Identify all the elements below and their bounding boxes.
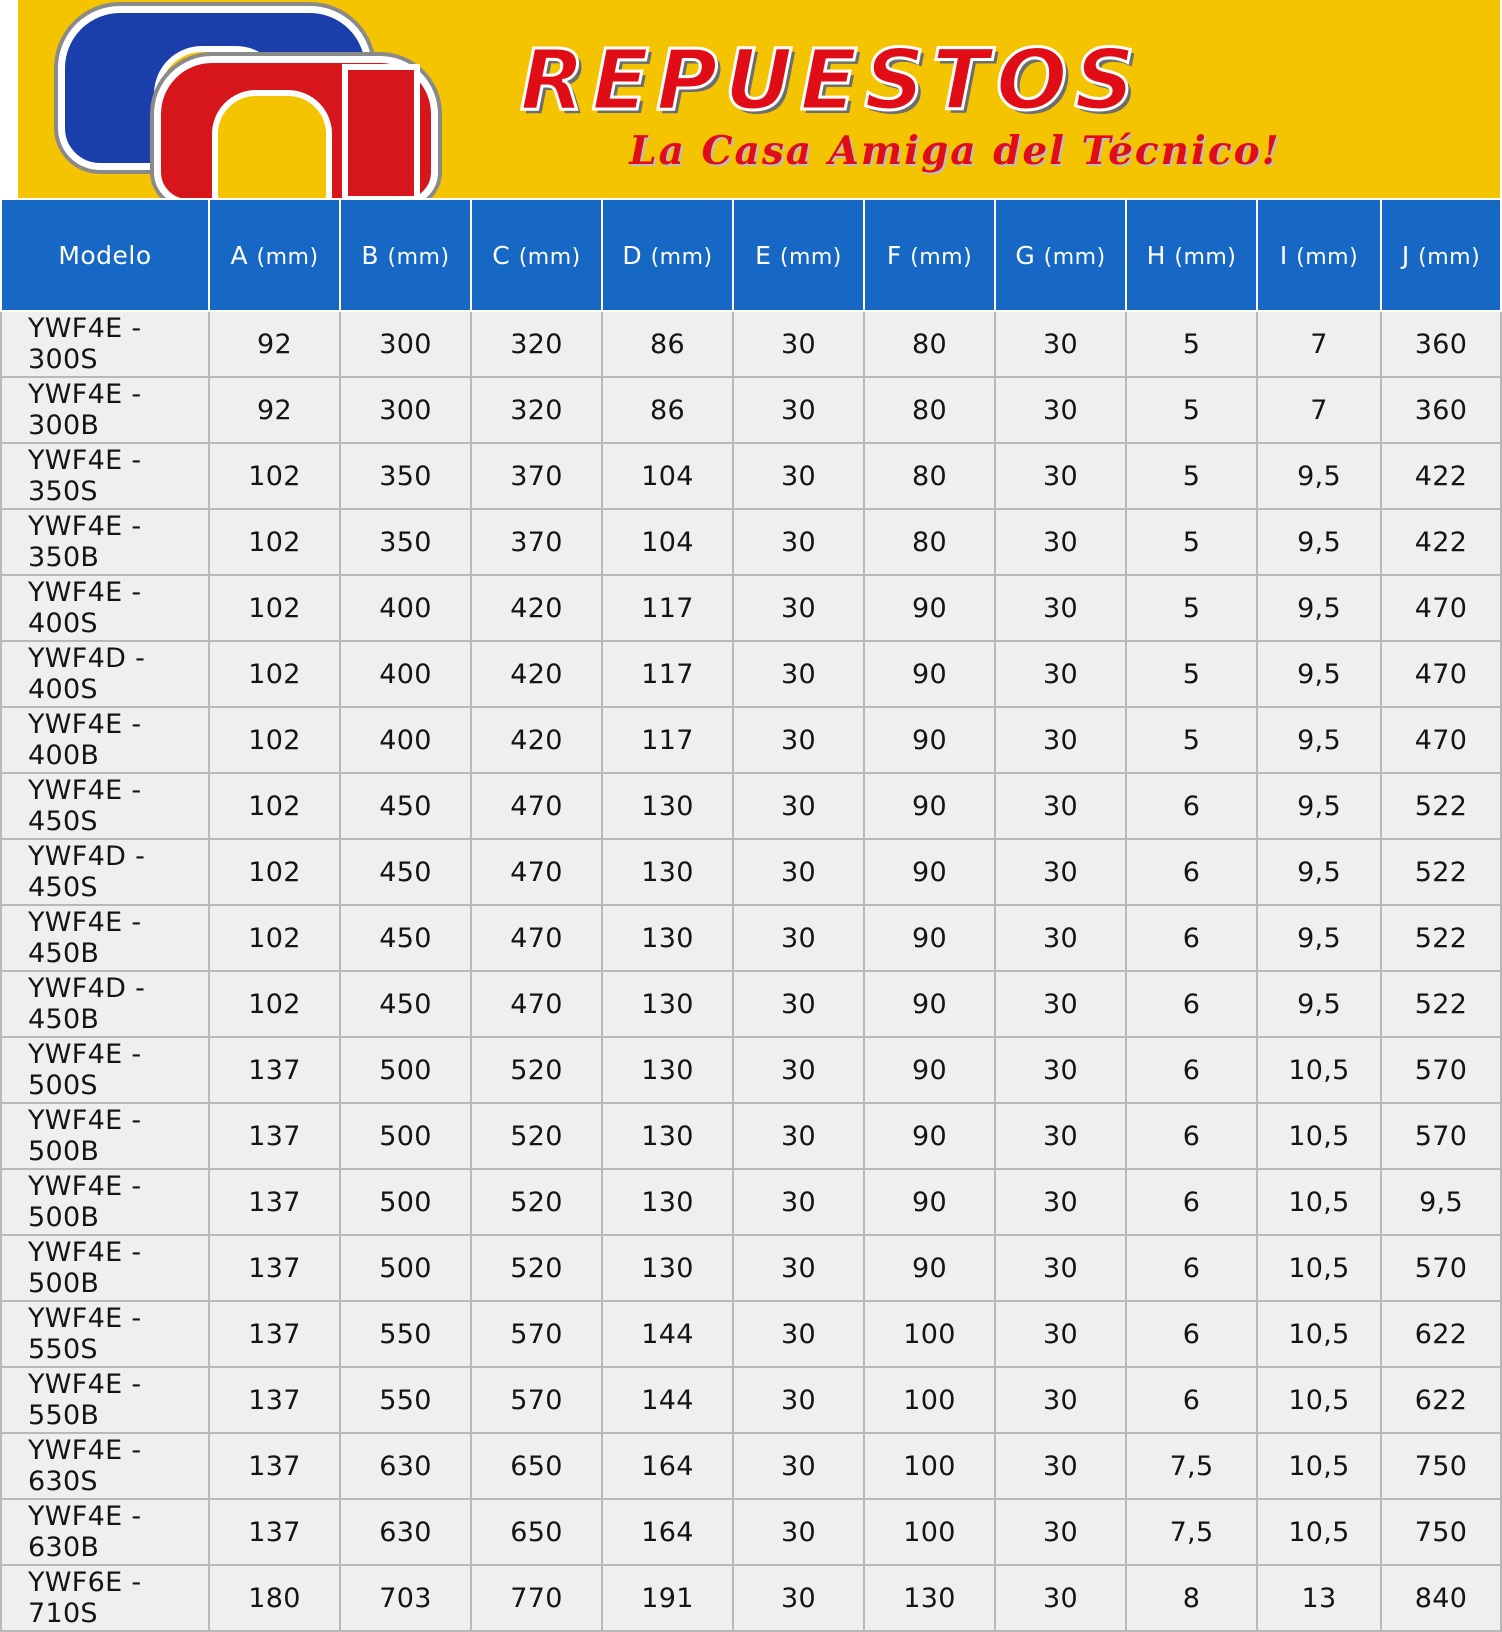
cell-c: 320 <box>471 311 602 377</box>
cell-j: 570 <box>1381 1037 1501 1103</box>
cell-c: 420 <box>471 707 602 773</box>
column-header-label: Modelo <box>58 240 152 270</box>
cell-i: 10,5 <box>1257 1169 1381 1235</box>
logo-letter-a-icon <box>154 56 454 198</box>
cell-h: 6 <box>1126 1367 1257 1433</box>
table-row <box>1 1565 1501 1631</box>
table-header-row <box>1 199 1501 311</box>
cell-c: 770 <box>471 1565 602 1631</box>
cell-b: 450 <box>340 773 471 839</box>
cell-a: 137 <box>209 1037 340 1103</box>
brand-name: REPUESTOS <box>520 31 1142 129</box>
cell-a: 137 <box>209 1367 340 1433</box>
cell-c: 470 <box>471 773 602 839</box>
cell-i: 9,5 <box>1257 839 1381 905</box>
cell-c: 520 <box>471 1037 602 1103</box>
cell-i: 9,5 <box>1257 707 1381 773</box>
cell-d: 86 <box>602 311 733 377</box>
header-banner <box>0 0 1500 198</box>
cell-g: 30 <box>995 641 1126 707</box>
cell-d: 130 <box>602 839 733 905</box>
cell-i: 10,5 <box>1257 1433 1381 1499</box>
cell-g: 30 <box>995 1433 1126 1499</box>
cell-e: 30 <box>733 509 864 575</box>
cell-f: 90 <box>864 1037 995 1103</box>
column-header-h <box>1126 199 1257 311</box>
cell-i: 9,5 <box>1257 509 1381 575</box>
column-header-unit: (mm) <box>1043 244 1106 270</box>
table-row <box>1 1103 1501 1169</box>
cell-i: 9,5 <box>1257 971 1381 1037</box>
cell-i: 7 <box>1257 311 1381 377</box>
cell-i: 7 <box>1257 377 1381 443</box>
cell-model: YWF4E - 350B <box>1 509 209 575</box>
cell-f: 90 <box>864 1169 995 1235</box>
cell-model: YWF4D - 400S <box>1 641 209 707</box>
cell-d: 117 <box>602 575 733 641</box>
cell-h: 6 <box>1126 1169 1257 1235</box>
cell-model: YWF4E - 300B <box>1 377 209 443</box>
cell-j: 522 <box>1381 905 1501 971</box>
cell-j: 570 <box>1381 1235 1501 1301</box>
cell-f: 90 <box>864 971 995 1037</box>
cell-b: 550 <box>340 1301 471 1367</box>
cell-b: 350 <box>340 509 471 575</box>
cell-e: 30 <box>733 575 864 641</box>
table-row <box>1 773 1501 839</box>
column-header-label: J <box>1401 240 1410 270</box>
cell-d: 144 <box>602 1301 733 1367</box>
table-row <box>1 1169 1501 1235</box>
cell-g: 30 <box>995 311 1126 377</box>
cell-model: YWF4D - 450S <box>1 839 209 905</box>
cell-e: 30 <box>733 641 864 707</box>
cell-c: 650 <box>471 1499 602 1565</box>
cell-b: 350 <box>340 443 471 509</box>
cell-e: 30 <box>733 1433 864 1499</box>
cell-b: 500 <box>340 1103 471 1169</box>
column-header-modelo <box>1 199 209 311</box>
table-row <box>1 575 1501 641</box>
cell-e: 30 <box>733 1235 864 1301</box>
cell-c: 650 <box>471 1433 602 1499</box>
cell-g: 30 <box>995 377 1126 443</box>
cell-model: YWF4E - 630S <box>1 1433 209 1499</box>
cell-d: 86 <box>602 377 733 443</box>
cell-a: 102 <box>209 641 340 707</box>
cell-d: 130 <box>602 1169 733 1235</box>
cell-d: 144 <box>602 1367 733 1433</box>
cell-g: 30 <box>995 1169 1126 1235</box>
column-header-label: I <box>1279 240 1288 270</box>
cell-f: 80 <box>864 377 995 443</box>
table-row <box>1 905 1501 971</box>
cell-e: 30 <box>733 443 864 509</box>
cell-h: 5 <box>1126 641 1257 707</box>
table-row <box>1 839 1501 905</box>
cell-d: 130 <box>602 1235 733 1301</box>
cell-f: 90 <box>864 1103 995 1169</box>
cell-b: 703 <box>340 1565 471 1631</box>
cell-b: 450 <box>340 839 471 905</box>
cell-c: 570 <box>471 1367 602 1433</box>
cell-f: 90 <box>864 905 995 971</box>
cell-c: 520 <box>471 1169 602 1235</box>
cell-d: 130 <box>602 1037 733 1103</box>
cell-i: 9,5 <box>1257 641 1381 707</box>
cell-j: 522 <box>1381 839 1501 905</box>
cell-e: 30 <box>733 707 864 773</box>
column-header-b <box>340 199 471 311</box>
cell-d: 130 <box>602 1103 733 1169</box>
column-header-f <box>864 199 995 311</box>
cell-i: 9,5 <box>1257 905 1381 971</box>
cell-b: 500 <box>340 1169 471 1235</box>
cell-h: 6 <box>1126 1301 1257 1367</box>
cell-g: 30 <box>995 1301 1126 1367</box>
cell-i: 10,5 <box>1257 1235 1381 1301</box>
company-logo <box>36 4 506 198</box>
column-header-label: E <box>755 240 772 270</box>
cell-f: 100 <box>864 1367 995 1433</box>
cell-e: 30 <box>733 839 864 905</box>
cell-i: 10,5 <box>1257 1499 1381 1565</box>
column-header-c <box>471 199 602 311</box>
cell-a: 102 <box>209 509 340 575</box>
cell-i: 10,5 <box>1257 1301 1381 1367</box>
cell-i: 9,5 <box>1257 443 1381 509</box>
cell-e: 30 <box>733 1301 864 1367</box>
cell-g: 30 <box>995 905 1126 971</box>
table-row <box>1 707 1501 773</box>
table-row <box>1 971 1501 1037</box>
cell-i: 10,5 <box>1257 1103 1381 1169</box>
cell-model: YWF4E - 400B <box>1 707 209 773</box>
cell-a: 137 <box>209 1499 340 1565</box>
cell-j: 622 <box>1381 1367 1501 1433</box>
column-header-j <box>1381 199 1501 311</box>
cell-b: 550 <box>340 1367 471 1433</box>
cell-e: 30 <box>733 1037 864 1103</box>
cell-f: 90 <box>864 575 995 641</box>
cell-a: 102 <box>209 839 340 905</box>
cell-h: 5 <box>1126 707 1257 773</box>
cell-d: 164 <box>602 1433 733 1499</box>
dimensions-table <box>0 198 1502 1632</box>
cell-model: YWF4E - 350S <box>1 443 209 509</box>
cell-j: 750 <box>1381 1433 1501 1499</box>
cell-h: 6 <box>1126 1037 1257 1103</box>
column-header-g <box>995 199 1126 311</box>
cell-j: 470 <box>1381 707 1501 773</box>
cell-g: 30 <box>995 1499 1126 1565</box>
cell-f: 100 <box>864 1499 995 1565</box>
cell-b: 630 <box>340 1433 471 1499</box>
cell-b: 400 <box>340 641 471 707</box>
cell-i: 10,5 <box>1257 1037 1381 1103</box>
cell-j: 522 <box>1381 971 1501 1037</box>
cell-h: 6 <box>1126 773 1257 839</box>
table-row <box>1 1235 1501 1301</box>
table-body <box>1 311 1501 1631</box>
cell-j: 522 <box>1381 773 1501 839</box>
cell-b: 630 <box>340 1499 471 1565</box>
column-header-unit: (mm) <box>779 244 842 270</box>
cell-j: 360 <box>1381 311 1501 377</box>
cell-j: 840 <box>1381 1565 1501 1631</box>
spec-table-container <box>0 198 1500 1629</box>
cell-c: 370 <box>471 443 602 509</box>
cell-f: 80 <box>864 509 995 575</box>
cell-g: 30 <box>995 1367 1126 1433</box>
cell-e: 30 <box>733 1367 864 1433</box>
column-header-label: H <box>1146 240 1166 270</box>
cell-g: 30 <box>995 1103 1126 1169</box>
cell-a: 102 <box>209 575 340 641</box>
cell-f: 80 <box>864 443 995 509</box>
table-row <box>1 641 1501 707</box>
cell-c: 520 <box>471 1103 602 1169</box>
cell-d: 117 <box>602 707 733 773</box>
column-header-d <box>602 199 733 311</box>
table-row <box>1 1367 1501 1433</box>
cell-j: 750 <box>1381 1499 1501 1565</box>
cell-a: 102 <box>209 905 340 971</box>
table-row <box>1 1037 1501 1103</box>
cell-model: YWF4E - 630B <box>1 1499 209 1565</box>
cell-h: 7,5 <box>1126 1499 1257 1565</box>
column-header-unit: (mm) <box>518 244 581 270</box>
cell-a: 102 <box>209 707 340 773</box>
cell-j: 360 <box>1381 377 1501 443</box>
cell-b: 500 <box>340 1235 471 1301</box>
cell-j: 9,5 <box>1381 1169 1501 1235</box>
cell-c: 470 <box>471 905 602 971</box>
cell-model: YWF4E - 500B <box>1 1169 209 1235</box>
cell-d: 130 <box>602 971 733 1037</box>
cell-d: 191 <box>602 1565 733 1631</box>
cell-c: 570 <box>471 1301 602 1367</box>
cell-b: 300 <box>340 311 471 377</box>
cell-a: 137 <box>209 1103 340 1169</box>
cell-e: 30 <box>733 1499 864 1565</box>
cell-b: 450 <box>340 905 471 971</box>
cell-g: 30 <box>995 1235 1126 1301</box>
cell-f: 80 <box>864 311 995 377</box>
cell-f: 100 <box>864 1301 995 1367</box>
cell-g: 30 <box>995 1565 1126 1631</box>
cell-f: 90 <box>864 707 995 773</box>
cell-model: YWF4E - 300S <box>1 311 209 377</box>
cell-i: 9,5 <box>1257 575 1381 641</box>
cell-f: 90 <box>864 839 995 905</box>
cell-h: 8 <box>1126 1565 1257 1631</box>
cell-model: YWF6E - 710S <box>1 1565 209 1631</box>
cell-g: 30 <box>995 971 1126 1037</box>
cell-j: 570 <box>1381 1103 1501 1169</box>
cell-a: 137 <box>209 1235 340 1301</box>
cell-model: YWF4E - 550B <box>1 1367 209 1433</box>
cell-h: 5 <box>1126 575 1257 641</box>
cell-a: 102 <box>209 773 340 839</box>
cell-d: 104 <box>602 443 733 509</box>
table-row <box>1 311 1501 377</box>
cell-b: 400 <box>340 575 471 641</box>
cell-b: 400 <box>340 707 471 773</box>
table-row <box>1 509 1501 575</box>
cell-j: 422 <box>1381 509 1501 575</box>
cell-model: YWF4E - 400S <box>1 575 209 641</box>
cell-a: 92 <box>209 377 340 443</box>
cell-d: 130 <box>602 905 733 971</box>
banner-left-strip <box>0 0 18 198</box>
cell-f: 90 <box>864 1235 995 1301</box>
column-header-label: A <box>230 240 249 270</box>
table-row <box>1 1499 1501 1565</box>
cell-model: YWF4D - 450B <box>1 971 209 1037</box>
cell-c: 320 <box>471 377 602 443</box>
cell-e: 30 <box>733 971 864 1037</box>
cell-b: 300 <box>340 377 471 443</box>
cell-g: 30 <box>995 443 1126 509</box>
cell-j: 470 <box>1381 575 1501 641</box>
cell-j: 622 <box>1381 1301 1501 1367</box>
cell-g: 30 <box>995 773 1126 839</box>
cell-a: 137 <box>209 1301 340 1367</box>
cell-d: 130 <box>602 773 733 839</box>
cell-h: 6 <box>1126 839 1257 905</box>
cell-g: 30 <box>995 575 1126 641</box>
cell-h: 6 <box>1126 1235 1257 1301</box>
cell-e: 30 <box>733 377 864 443</box>
cell-h: 5 <box>1126 509 1257 575</box>
cell-b: 500 <box>340 1037 471 1103</box>
column-header-label: B <box>361 240 380 270</box>
cell-c: 470 <box>471 839 602 905</box>
cell-model: YWF4E - 500B <box>1 1235 209 1301</box>
cell-h: 6 <box>1126 1103 1257 1169</box>
cell-model: YWF4E - 500B <box>1 1103 209 1169</box>
column-header-unit: (mm) <box>387 244 450 270</box>
column-header-a <box>209 199 340 311</box>
cell-e: 30 <box>733 1169 864 1235</box>
table-row <box>1 443 1501 509</box>
cell-b: 450 <box>340 971 471 1037</box>
cell-g: 30 <box>995 839 1126 905</box>
cell-j: 470 <box>1381 641 1501 707</box>
cell-c: 470 <box>471 971 602 1037</box>
cell-i: 10,5 <box>1257 1367 1381 1433</box>
cell-e: 30 <box>733 311 864 377</box>
column-header-unit: (mm) <box>650 244 713 270</box>
cell-c: 520 <box>471 1235 602 1301</box>
table-row <box>1 1433 1501 1499</box>
column-header-unit: (mm) <box>256 244 319 270</box>
cell-a: 137 <box>209 1169 340 1235</box>
table-row <box>1 377 1501 443</box>
table-row <box>1 1301 1501 1367</box>
cell-i: 13 <box>1257 1565 1381 1631</box>
cell-f: 90 <box>864 641 995 707</box>
brand-text-block <box>520 31 1480 174</box>
cell-a: 92 <box>209 311 340 377</box>
cell-j: 422 <box>1381 443 1501 509</box>
cell-a: 102 <box>209 443 340 509</box>
brand-slogan: La Casa Amiga del Técnico! <box>629 128 1281 174</box>
cell-a: 102 <box>209 971 340 1037</box>
column-header-label: F <box>886 240 902 270</box>
cell-f: 90 <box>864 773 995 839</box>
column-header-i <box>1257 199 1381 311</box>
cell-e: 30 <box>733 1103 864 1169</box>
cell-c: 370 <box>471 509 602 575</box>
cell-model: YWF4E - 500S <box>1 1037 209 1103</box>
cell-d: 164 <box>602 1499 733 1565</box>
cell-h: 6 <box>1126 971 1257 1037</box>
cell-g: 30 <box>995 509 1126 575</box>
column-header-label: C <box>492 240 511 270</box>
cell-a: 137 <box>209 1433 340 1499</box>
column-header-unit: (mm) <box>1174 244 1237 270</box>
cell-model: YWF4E - 550S <box>1 1301 209 1367</box>
cell-c: 420 <box>471 575 602 641</box>
cell-c: 420 <box>471 641 602 707</box>
cell-i: 9,5 <box>1257 773 1381 839</box>
cell-h: 5 <box>1126 311 1257 377</box>
column-header-unit: (mm) <box>1296 244 1359 270</box>
cell-model: YWF4E - 450B <box>1 905 209 971</box>
cell-model: YWF4E - 450S <box>1 773 209 839</box>
cell-f: 100 <box>864 1433 995 1499</box>
cell-h: 7,5 <box>1126 1433 1257 1499</box>
cell-e: 30 <box>733 905 864 971</box>
cell-d: 117 <box>602 641 733 707</box>
column-header-label: D <box>622 240 643 270</box>
cell-d: 104 <box>602 509 733 575</box>
column-header-label: G <box>1015 240 1036 270</box>
cell-e: 30 <box>733 773 864 839</box>
cell-g: 30 <box>995 1037 1126 1103</box>
cell-h: 6 <box>1126 905 1257 971</box>
cell-e: 30 <box>733 1565 864 1631</box>
cell-h: 5 <box>1126 377 1257 443</box>
column-header-unit: (mm) <box>910 244 973 270</box>
column-header-unit: (mm) <box>1418 244 1481 270</box>
cell-a: 180 <box>209 1565 340 1631</box>
cell-h: 5 <box>1126 443 1257 509</box>
column-header-e <box>733 199 864 311</box>
cell-f: 130 <box>864 1565 995 1631</box>
cell-g: 30 <box>995 707 1126 773</box>
